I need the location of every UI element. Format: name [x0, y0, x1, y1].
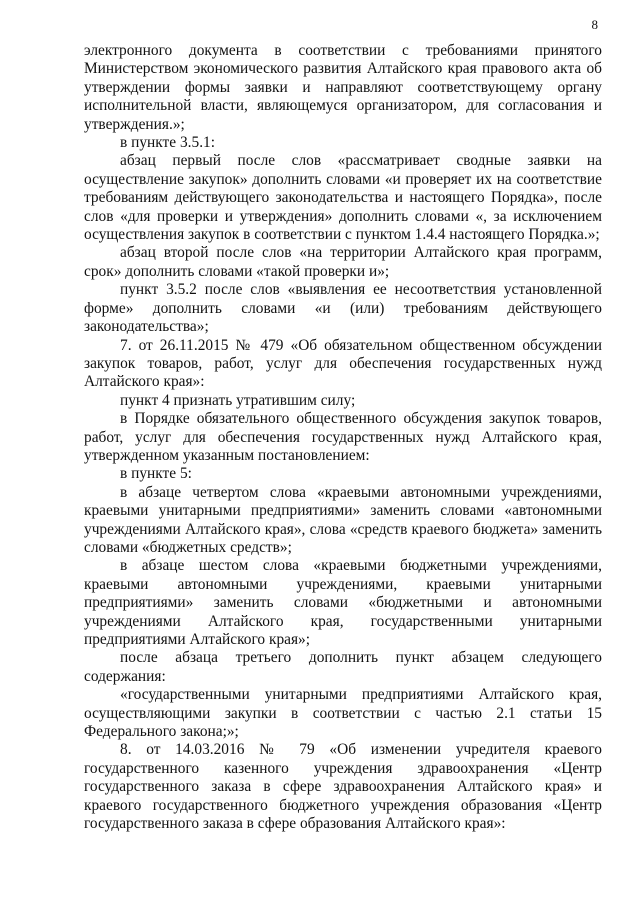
paragraph: в пункте 5:	[120, 465, 192, 483]
paragraph: в пункте 3.5.1:	[120, 134, 216, 152]
paragraph: абзац первый после слов «рассматривает сводные заявки на осуществление закупок» дополнить словами «и проверяет их на соответствие требованиям действующего законодательства и настоящего Порядка», после слов «для проверки и утверждения» дополнить словами «, за исключением осуществления закупок в соответствии с пунктом 1.4.4 настоящего Порядка.»;	[84, 152, 602, 244]
document-body	[84, 42, 602, 833]
paragraph: 8. от 14.03.2016 № 79 «Об изменении учредителя краевого государственного казенного учреждения здравоохранения «Центр государственного заказа в сфере здравоохранения Алтайского края» и краевого государственного бюджетного учреждения образования «Центр государственного заказа в сфере образования Алтайского края»:	[84, 741, 602, 833]
paragraph: 7. от 26.11.2015 № 479 «Об обязательном общественном обсуждении закупок товаров, работ, услуг для обеспечения государственных нужд Алтайского края»:	[84, 336, 602, 391]
paragraph: пункт 4 признать утратившим силу;	[120, 391, 356, 409]
paragraph: в абзаце четвертом слова «краевыми автономными учреждениями, краевыми унитарными предприятиями» заменить словами «автономными учреждениями Алтайского края», слова «средств краевого бюджета» заменить словами «бюджетных средств»;	[84, 483, 602, 556]
paragraph: в абзаце шестом слова «краевыми бюджетными учреждениями, краевыми автономными учреждениями, краевыми унитарными предприятиями» заменить словами «бюджетными и автономными учреждениями Алтайского края, государственными унитарными предприятиями Алтайского края»;	[84, 557, 602, 648]
paragraph: абзац второй после слов «на территории Алтайского края программ, срок» дополнить словами «такой проверки и»;	[84, 244, 602, 280]
paragraph: электронного документа в соответствии с требованиями принятого Министерством экономического развития Алтайского края правового акта об утверждении формы заявки и направляют соответствующему органу исполнительной власти, являющемуся организатором, для согласования и утверждения.»;	[84, 42, 602, 133]
paragraph: в Порядке обязательного общественного обсуждения закупок товаров, работ, услуг для обеспечения государственных нужд Алтайского края, утвержденном указанным постановлением:	[84, 410, 602, 464]
page-number: 8	[591, 17, 598, 32]
paragraph: «государственными унитарными предприятиями Алтайского края, осуществляющими закупки в соответствии с частью 2.1 статьи 15 Федерального закона;»;	[84, 686, 602, 741]
paragraph: пункт 3.5.2 после слов «выявления ее несоответствия установленной форме» дополнить словами «и (или) требованиям действующего законодательства»;	[84, 281, 602, 336]
paragraph: после абзаца третьего дополнить пункт абзацем следующего содержания:	[84, 649, 602, 685]
